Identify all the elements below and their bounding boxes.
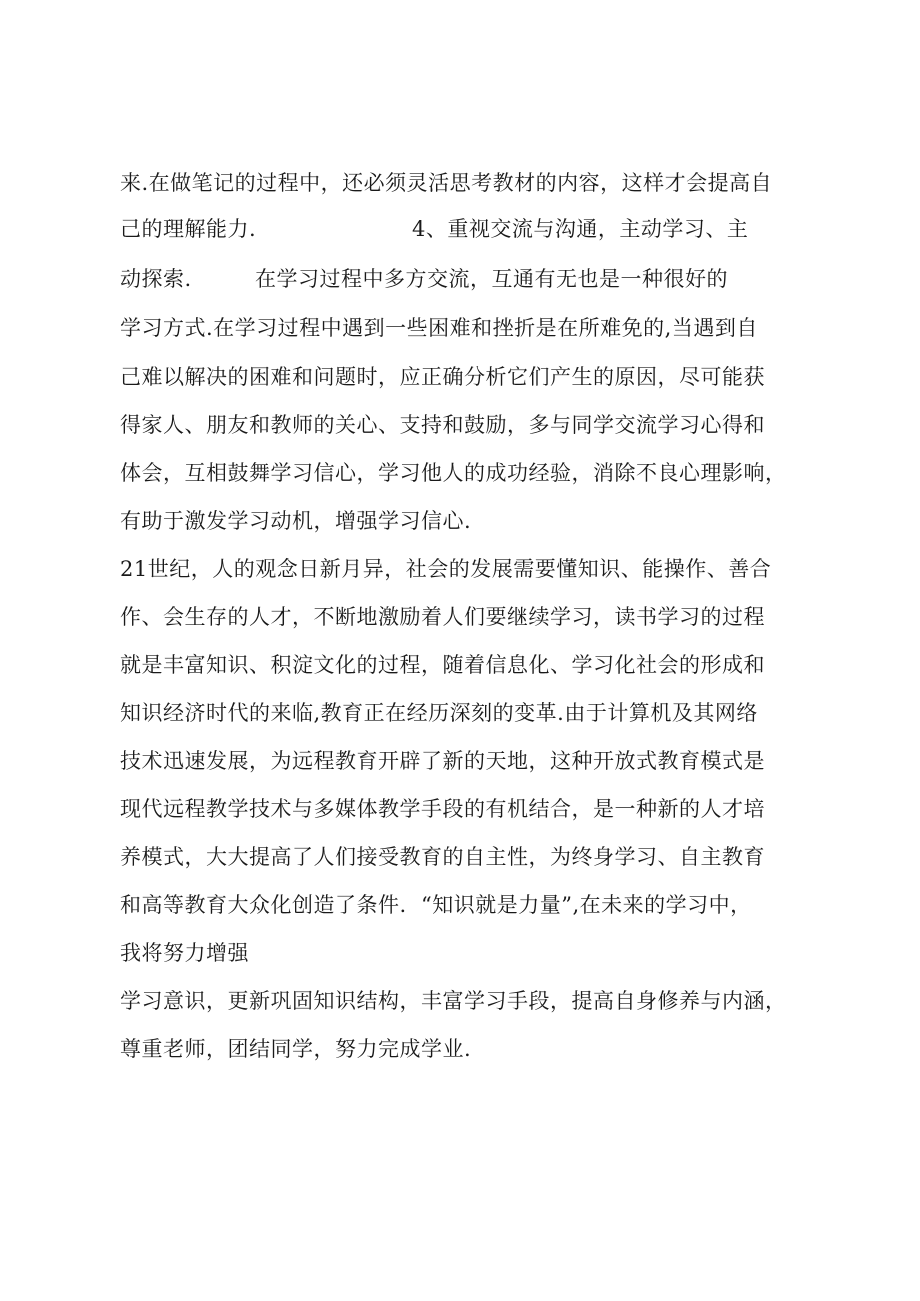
text-line-18: 学习意识，更新巩固知识结构，丰富学习手段，提高自身修养与内涵， [120, 989, 787, 1013]
text-line-6: 得家人、朋友和教师的关心、支持和鼓励，多与同学交流学习心得和 [120, 413, 765, 437]
text-line-2-left: 己的理解能力. [120, 217, 257, 241]
text-line-14: 现代远程教学技术与多媒体教学手段的有机结合，是一种新的人才培 [120, 797, 765, 821]
text-line-9: 21世纪，人的观念日新月异，社会的发展需要懂知识、能操作、善合 [120, 557, 772, 581]
text-line-8: 有助于激发学习动机，增强学习信心. [120, 509, 472, 533]
text-line-17: 我将努力增强 [120, 941, 249, 965]
text-line-3 [120, 264, 800, 294]
text-line-4: 学习方式.在学习过程中遇到一些困难和挫折是在所难免的,当遇到自 [120, 316, 758, 340]
text-line-10: 作、会生存的人才，不断地激励着人们要继续学习，读书学习的过程 [120, 605, 765, 629]
text-line-3-left: 动探索. [120, 267, 192, 291]
text-line-7: 体会，互相鼓舞学习信心，学习他人的成功经验，消除不良心理影响， [120, 461, 787, 485]
text-line-16: 和高等教育大众化创造了条件. “知识就是力量”,在未来的学习中， [120, 893, 752, 917]
text-line-3-right: 在学习过程中多方交流，互通有无也是一种很好的 [255, 267, 728, 291]
text-line-1: 来.在做笔记的过程中，还必须灵活思考教材的内容，这样才会提高自 [120, 171, 773, 195]
text-line-19: 尊重老师，团结同学，努力完成学业. [120, 1037, 472, 1061]
text-line-13: 技术迅速发展，为远程教育开辟了新的天地，这种开放式教育模式是 [120, 749, 765, 773]
text-line-5: 己难以解决的困难和问题时，应正确分析它们产生的原因，尽可能获 [120, 365, 765, 389]
text-line-15: 养模式，大大提高了人们接受教育的自主性，为终身学习、自主教育 [120, 845, 765, 869]
section-heading-4: 4、重视交流与沟通，主动学习、主 [412, 217, 749, 241]
text-line-11: 就是丰富知识、积淀文化的过程，随着信息化、学习化社会的形成和 [120, 653, 765, 677]
text-line-2 [120, 214, 800, 244]
text-line-12: 知识经济时代的来临,教育正在经历深刻的变革.由于计算机及其网络 [120, 701, 758, 725]
